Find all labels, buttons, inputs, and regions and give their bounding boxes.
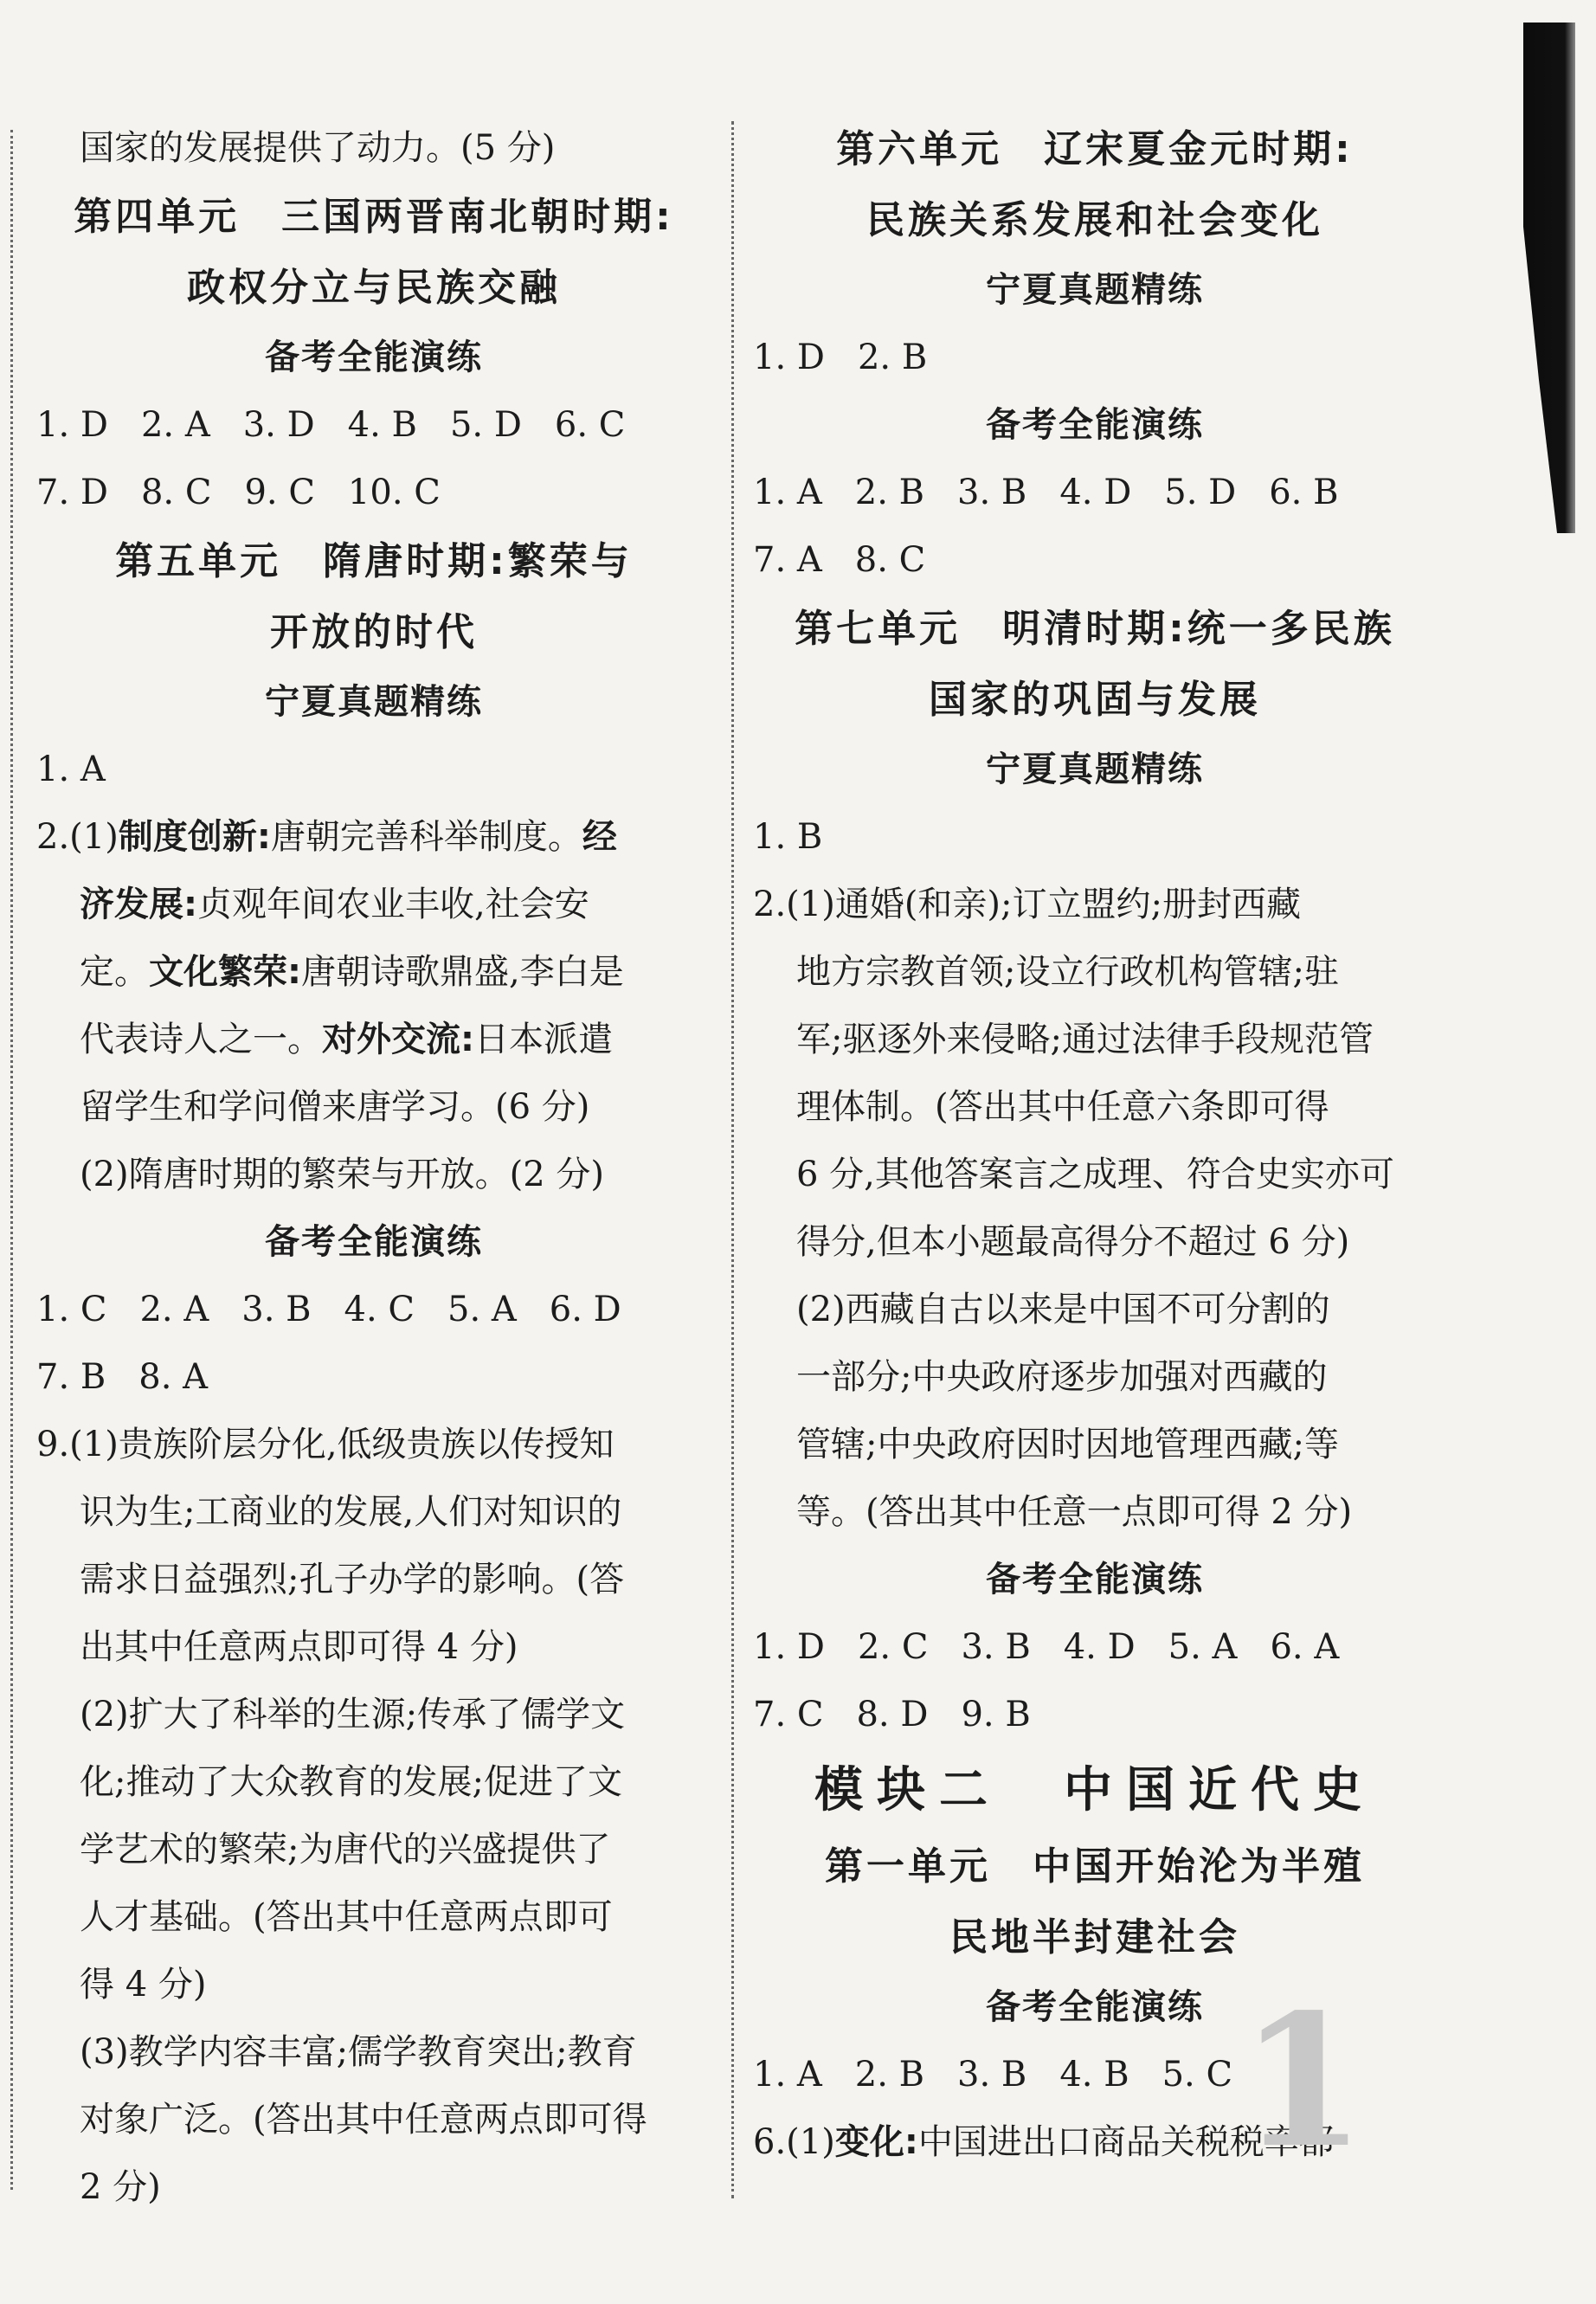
unit7-heading-line1: 第七单元 明清时期:统一多民族 bbox=[795, 607, 1395, 651]
answer: 5. C bbox=[1162, 2055, 1233, 2095]
unit6-section-practice: 备考全能演练 bbox=[986, 405, 1204, 445]
answer: 2. B bbox=[857, 338, 928, 377]
answer: 8. A bbox=[138, 1357, 209, 1397]
answer: 1. C bbox=[36, 1290, 107, 1329]
keyword: 文化繁荣: bbox=[149, 952, 301, 992]
q2-line6: (2)隋唐时期的繁荣与开放。(2 分) bbox=[80, 1155, 605, 1194]
right-column bbox=[753, 114, 1437, 2188]
answer: 2. A bbox=[139, 1290, 209, 1329]
q9-line6: 化;推动了大众教育的发展;促进了文 bbox=[80, 1762, 622, 1802]
unit7-answers-row2 bbox=[753, 1681, 1437, 1748]
answer: 8. D bbox=[856, 1695, 929, 1734]
text: 中国进出口商品关税税率都 bbox=[917, 2122, 1334, 2162]
answer: 6. B bbox=[1269, 473, 1339, 512]
answer: 5. D bbox=[1164, 473, 1237, 512]
text: (1)贵族阶层分化,低级贵族以传授知 bbox=[69, 1425, 615, 1464]
text: 代表诗人之一。 bbox=[80, 1020, 322, 1059]
q6-part: (1) bbox=[786, 2122, 835, 2162]
q9-line10: (3)教学内容丰富;儒学教育突出;教育 bbox=[80, 2032, 637, 2072]
unit7-section-exam: 宁夏真题精练 bbox=[986, 750, 1204, 789]
m-unit1-section-practice: 备考全能演练 bbox=[986, 1987, 1204, 2027]
answer: 4. B bbox=[1059, 2055, 1129, 2095]
unit6-section-exam: 宁夏真题精练 bbox=[986, 270, 1204, 310]
page-edge-shadow bbox=[1523, 23, 1575, 533]
r2-line5: 6 分,其他答案言之成理、符合史实亦可 bbox=[796, 1155, 1394, 1194]
answer: 10. C bbox=[347, 473, 441, 512]
q2-line5: 留学生和学问僧来唐学习。(6 分) bbox=[80, 1087, 590, 1127]
answer: 7. D bbox=[36, 473, 108, 512]
unit6-heading-line1: 第六单元 辽宋夏金元时期: bbox=[836, 127, 1354, 171]
answer: 3. D bbox=[242, 405, 315, 445]
answer: 4. D bbox=[1063, 1627, 1136, 1667]
unit7-section-practice: 备考全能演练 bbox=[986, 1560, 1204, 1599]
answer: 8. C bbox=[140, 473, 212, 512]
q9-line2: 识为生;工商业的发展,人们对知识的 bbox=[80, 1492, 622, 1532]
r2-line3: 军;驱逐外来侵略;通过法律手段规范管 bbox=[796, 1020, 1374, 1059]
answer: 1. A bbox=[753, 2055, 822, 2095]
unit4-section-practice: 备考全能演练 bbox=[265, 338, 483, 377]
q2-line3 bbox=[36, 938, 711, 1006]
text: 定。 bbox=[80, 952, 149, 992]
unit6-answers-row1 bbox=[753, 459, 1437, 526]
answer: 1. A bbox=[36, 750, 106, 789]
answer: 5. D bbox=[449, 405, 522, 445]
q9-line4: 出其中任意两点即可得 4 分) bbox=[80, 1627, 518, 1667]
answer: 1. D bbox=[753, 1627, 825, 1667]
r2-line7: (2)西藏自古以来是中国不可分割的 bbox=[796, 1290, 1330, 1329]
answer: 2. B bbox=[854, 2055, 925, 2095]
r2-line2: 地方宗教首领;设立行政机构管辖;驻 bbox=[796, 952, 1339, 992]
q2-line4 bbox=[36, 1006, 711, 1073]
module2-title: 模块二 中国近代史 bbox=[814, 1761, 1375, 1818]
m-unit1-heading-line1: 第一单元 中国开始沦为半殖 bbox=[825, 1844, 1365, 1889]
q2-number: 2. bbox=[36, 817, 70, 857]
answer: 7. C bbox=[753, 1695, 824, 1734]
unit6-heading-line2: 民族关系发展和社会变化 bbox=[866, 198, 1323, 242]
unit4-heading-line1: 第四单元 三国两晋南北朝时期: bbox=[74, 195, 674, 239]
center-dotted-rule bbox=[731, 121, 734, 2198]
text: 贞观年间农业丰收,社会安 bbox=[197, 885, 589, 924]
r2-line4: 理体制。(答出其中任意六条即可得 bbox=[796, 1087, 1329, 1127]
unit7-heading-line2: 国家的巩固与发展 bbox=[929, 678, 1261, 722]
r2-line6: 得分,但本小题最高得分不超过 6 分) bbox=[796, 1222, 1350, 1262]
answer: 1. D bbox=[36, 405, 108, 445]
text-line: 国家的发展提供了动力。(5 分) bbox=[80, 128, 556, 168]
text: 日本派遣 bbox=[474, 1020, 613, 1059]
unit5-section-practice: 备考全能演练 bbox=[265, 1222, 483, 1262]
answer: 7. A bbox=[753, 540, 822, 580]
r2-line1 bbox=[753, 871, 1437, 938]
q2-part: (1) bbox=[69, 817, 119, 857]
q9-line8: 人才基础。(答出其中任意两点即可 bbox=[80, 1897, 613, 1937]
text: (1)通婚(和亲);订立盟约;册封西藏 bbox=[786, 885, 1301, 924]
answer: 4. D bbox=[1059, 473, 1132, 512]
r2-line9: 管辖;中央政府因时因地管理西藏;等 bbox=[796, 1425, 1339, 1464]
left-dotted-rule bbox=[10, 130, 13, 2190]
q9-line7: 学艺术的繁荣;为唐代的兴盛提供了 bbox=[80, 1830, 611, 1870]
unit7-answers-row1 bbox=[753, 1613, 1437, 1681]
answer: 5. A bbox=[1168, 1627, 1238, 1667]
unit6-answers-row2 bbox=[753, 526, 1437, 594]
keyword: 制度创新: bbox=[118, 817, 271, 857]
answer: 3. B bbox=[961, 1627, 1031, 1667]
left-column bbox=[36, 114, 711, 2221]
answer: 1. D bbox=[753, 338, 825, 377]
unit6-exam-answers bbox=[753, 324, 1437, 391]
keyword: 变化: bbox=[834, 2122, 918, 2162]
answer: 5. A bbox=[447, 1290, 517, 1329]
answer: 2. A bbox=[140, 405, 210, 445]
q9-line11: 对象广泛。(答出其中任意两点即可得 bbox=[80, 2100, 647, 2140]
r2-line10: 等。(答出其中任意一点即可得 2 分) bbox=[796, 1492, 1353, 1532]
answer: 6. A bbox=[1270, 1627, 1340, 1667]
unit4-heading-line2: 政权分立与民族交融 bbox=[187, 266, 561, 310]
answer: 3. B bbox=[957, 2055, 1027, 2095]
unit5-section-exam: 宁夏真题精练 bbox=[265, 682, 483, 722]
q9-line5: (2)扩大了科举的生源;传承了儒学文 bbox=[80, 1695, 626, 1734]
r2-number: 2. bbox=[753, 885, 787, 924]
m-unit1-heading-line2: 民地半封建社会 bbox=[949, 1915, 1240, 1960]
keyword: 济发展: bbox=[80, 885, 197, 924]
answer: 4. B bbox=[347, 405, 417, 445]
unit4-answers-row1 bbox=[36, 391, 711, 459]
keyword: 对外交流: bbox=[322, 1020, 474, 1059]
q9-number: 9. bbox=[36, 1425, 70, 1464]
q9-line12: 2 分) bbox=[80, 2167, 161, 2207]
r2-line8: 一部分;中央政府逐步加强对西藏的 bbox=[796, 1357, 1328, 1397]
unit4-answers-row2 bbox=[36, 459, 711, 526]
q6-number: 6. bbox=[753, 2122, 787, 2162]
q9-line3: 需求日益强烈;孔子办学的影响。(答 bbox=[80, 1560, 625, 1599]
answer: 9. C bbox=[244, 473, 315, 512]
answer: 2. B bbox=[854, 473, 925, 512]
answer: 1. A bbox=[753, 473, 822, 512]
answer: 6. C bbox=[554, 405, 626, 445]
text: 唐朝完善科举制度。 bbox=[270, 817, 582, 857]
answer: 9. B bbox=[961, 1695, 1031, 1734]
text: 唐朝诗歌鼎盛,李白是 bbox=[301, 952, 624, 992]
unit5-heading-line1: 第五单元 隋唐时期:繁荣与 bbox=[115, 539, 633, 583]
unit5-answers-row1 bbox=[36, 1276, 711, 1343]
keyword: 经 bbox=[582, 817, 617, 857]
answer: 3. B bbox=[241, 1290, 312, 1329]
answer: 8. C bbox=[854, 540, 926, 580]
unit5-answers-row2 bbox=[36, 1343, 711, 1411]
answer: 1. B bbox=[753, 817, 823, 857]
page-number: 1 bbox=[1239, 1974, 1367, 2188]
answer: 4. C bbox=[344, 1290, 415, 1329]
answer: 3. B bbox=[957, 473, 1027, 512]
q9-line1 bbox=[36, 1411, 711, 1478]
q2-line2 bbox=[36, 871, 711, 938]
answer: 6. D bbox=[549, 1290, 621, 1329]
answer: 2. C bbox=[857, 1627, 929, 1667]
q9-line9: 得 4 分) bbox=[80, 1965, 207, 2005]
unit5-heading-line2: 开放的时代 bbox=[270, 610, 478, 654]
answer: 7. B bbox=[36, 1357, 106, 1397]
q2-line1 bbox=[36, 803, 711, 871]
